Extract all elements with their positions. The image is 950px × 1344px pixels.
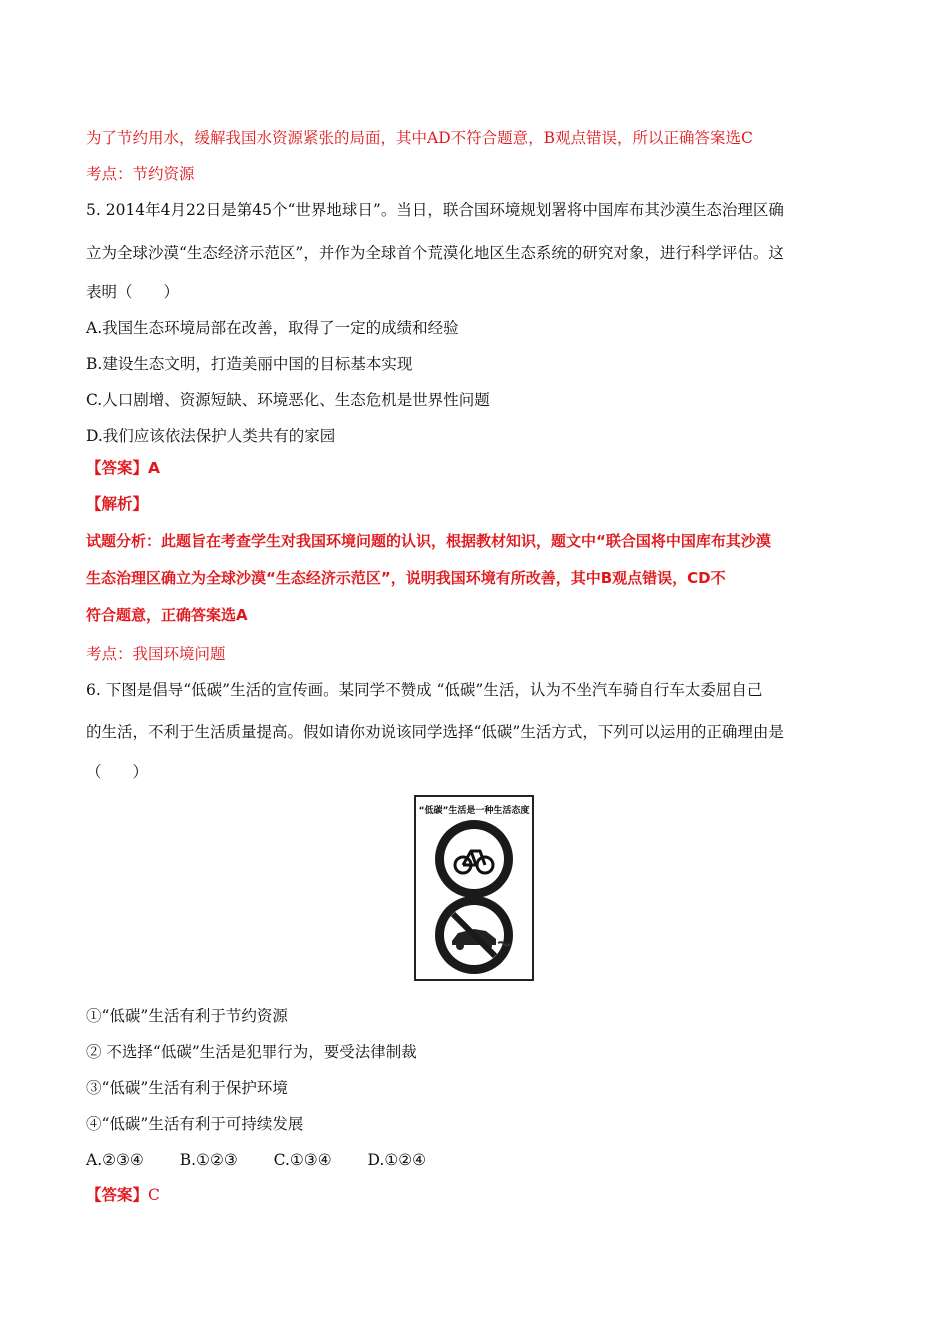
analysis-label: 【解析】 [86,494,149,513]
question-5-stem: 立为全球沙漠“生态经济示范区”，并作为全球首个荒漠化地区生态系统的研究对象，进行科学评估。这 [86,244,784,262]
analysis-text: 为了节约用水，缓解我国水资源紧张的局面，其中AD不符合题意，B观点错误，所以正确答案选C [86,129,753,147]
question-5-analysis: 试题分析：此题旨在考查学生对我国环境问题的认识，根据教材知识，题文中“联合国将中国库布其沙漠 [86,532,771,550]
question-6-stem: 的生活，不利于生活质量提高。假如请你劝说该同学选择“低碳”生活方式，下列可以运用的正确理由是 [86,723,784,741]
answer-value: A [148,459,161,477]
poster-caption: “低碳”生活是一种生活态度 [418,806,530,816]
no-car-icon [435,896,513,974]
question-5-option-c: C.人口剧增、资源短缺、环境恶化、生态危机是世界性问题 [86,391,490,409]
low-carbon-poster [414,795,534,981]
question-6-statement-1: ①“低碳”生活有利于节约资源 [86,1007,288,1025]
knowledge-point: 考点：节约资源 [86,165,195,183]
question-6-stem: 6. 下图是倡导“低碳”生活的宣传画。某同学不赞成 “低碳”生活，认为不坐汽车骑自行车太委屈自己 [86,681,763,699]
question-6-choices: A.②③④ B.①②③ C.①③④ D.①②④ [86,1151,427,1169]
question-5-stem: 表明（ ） [86,283,180,301]
question-5-option-a: A.我国生态环境局部在改善，取得了一定的成绩和经验 [86,319,459,337]
answer-label: 【答案】 [86,458,149,477]
question-5-stem: 5. 2014年4月22日是第45个“世界地球日”。当日，联合国环境规划署将中国库布其沙漠生态治理区确 [86,201,784,219]
bicycle-icon [435,820,513,898]
question-5-answer [86,458,160,478]
knowledge-point: 考点：我国环境问题 [86,645,226,663]
question-5-option-b: B.建设生态文明，打造美丽中国的目标基本实现 [86,355,413,373]
question-6-statement-2: ② 不选择“低碳”生活是犯罪行为，要受法律制裁 [86,1043,417,1061]
question-6-statement-3: ③“低碳”生活有利于保护环境 [86,1079,288,1097]
question-5-analysis: 生态治理区确立为全球沙漠“生态经济示范区”，说明我国环境有所改善，其中B观点错误，CD不 [86,569,726,587]
question-6-statement-4: ④“低碳”生活有利于可持续发展 [86,1115,304,1133]
poster-graphics [416,797,532,979]
answer-value: C [148,1186,160,1204]
question-6-answer [86,1185,160,1205]
question-5-analysis: 符合题意，正确答案选A [86,606,248,624]
answer-label: 【答案】 [86,1185,149,1204]
question-5-option-d: D.我们应该依法保护人类共有的家园 [86,427,336,445]
question-6-stem: （ ） [86,763,149,781]
